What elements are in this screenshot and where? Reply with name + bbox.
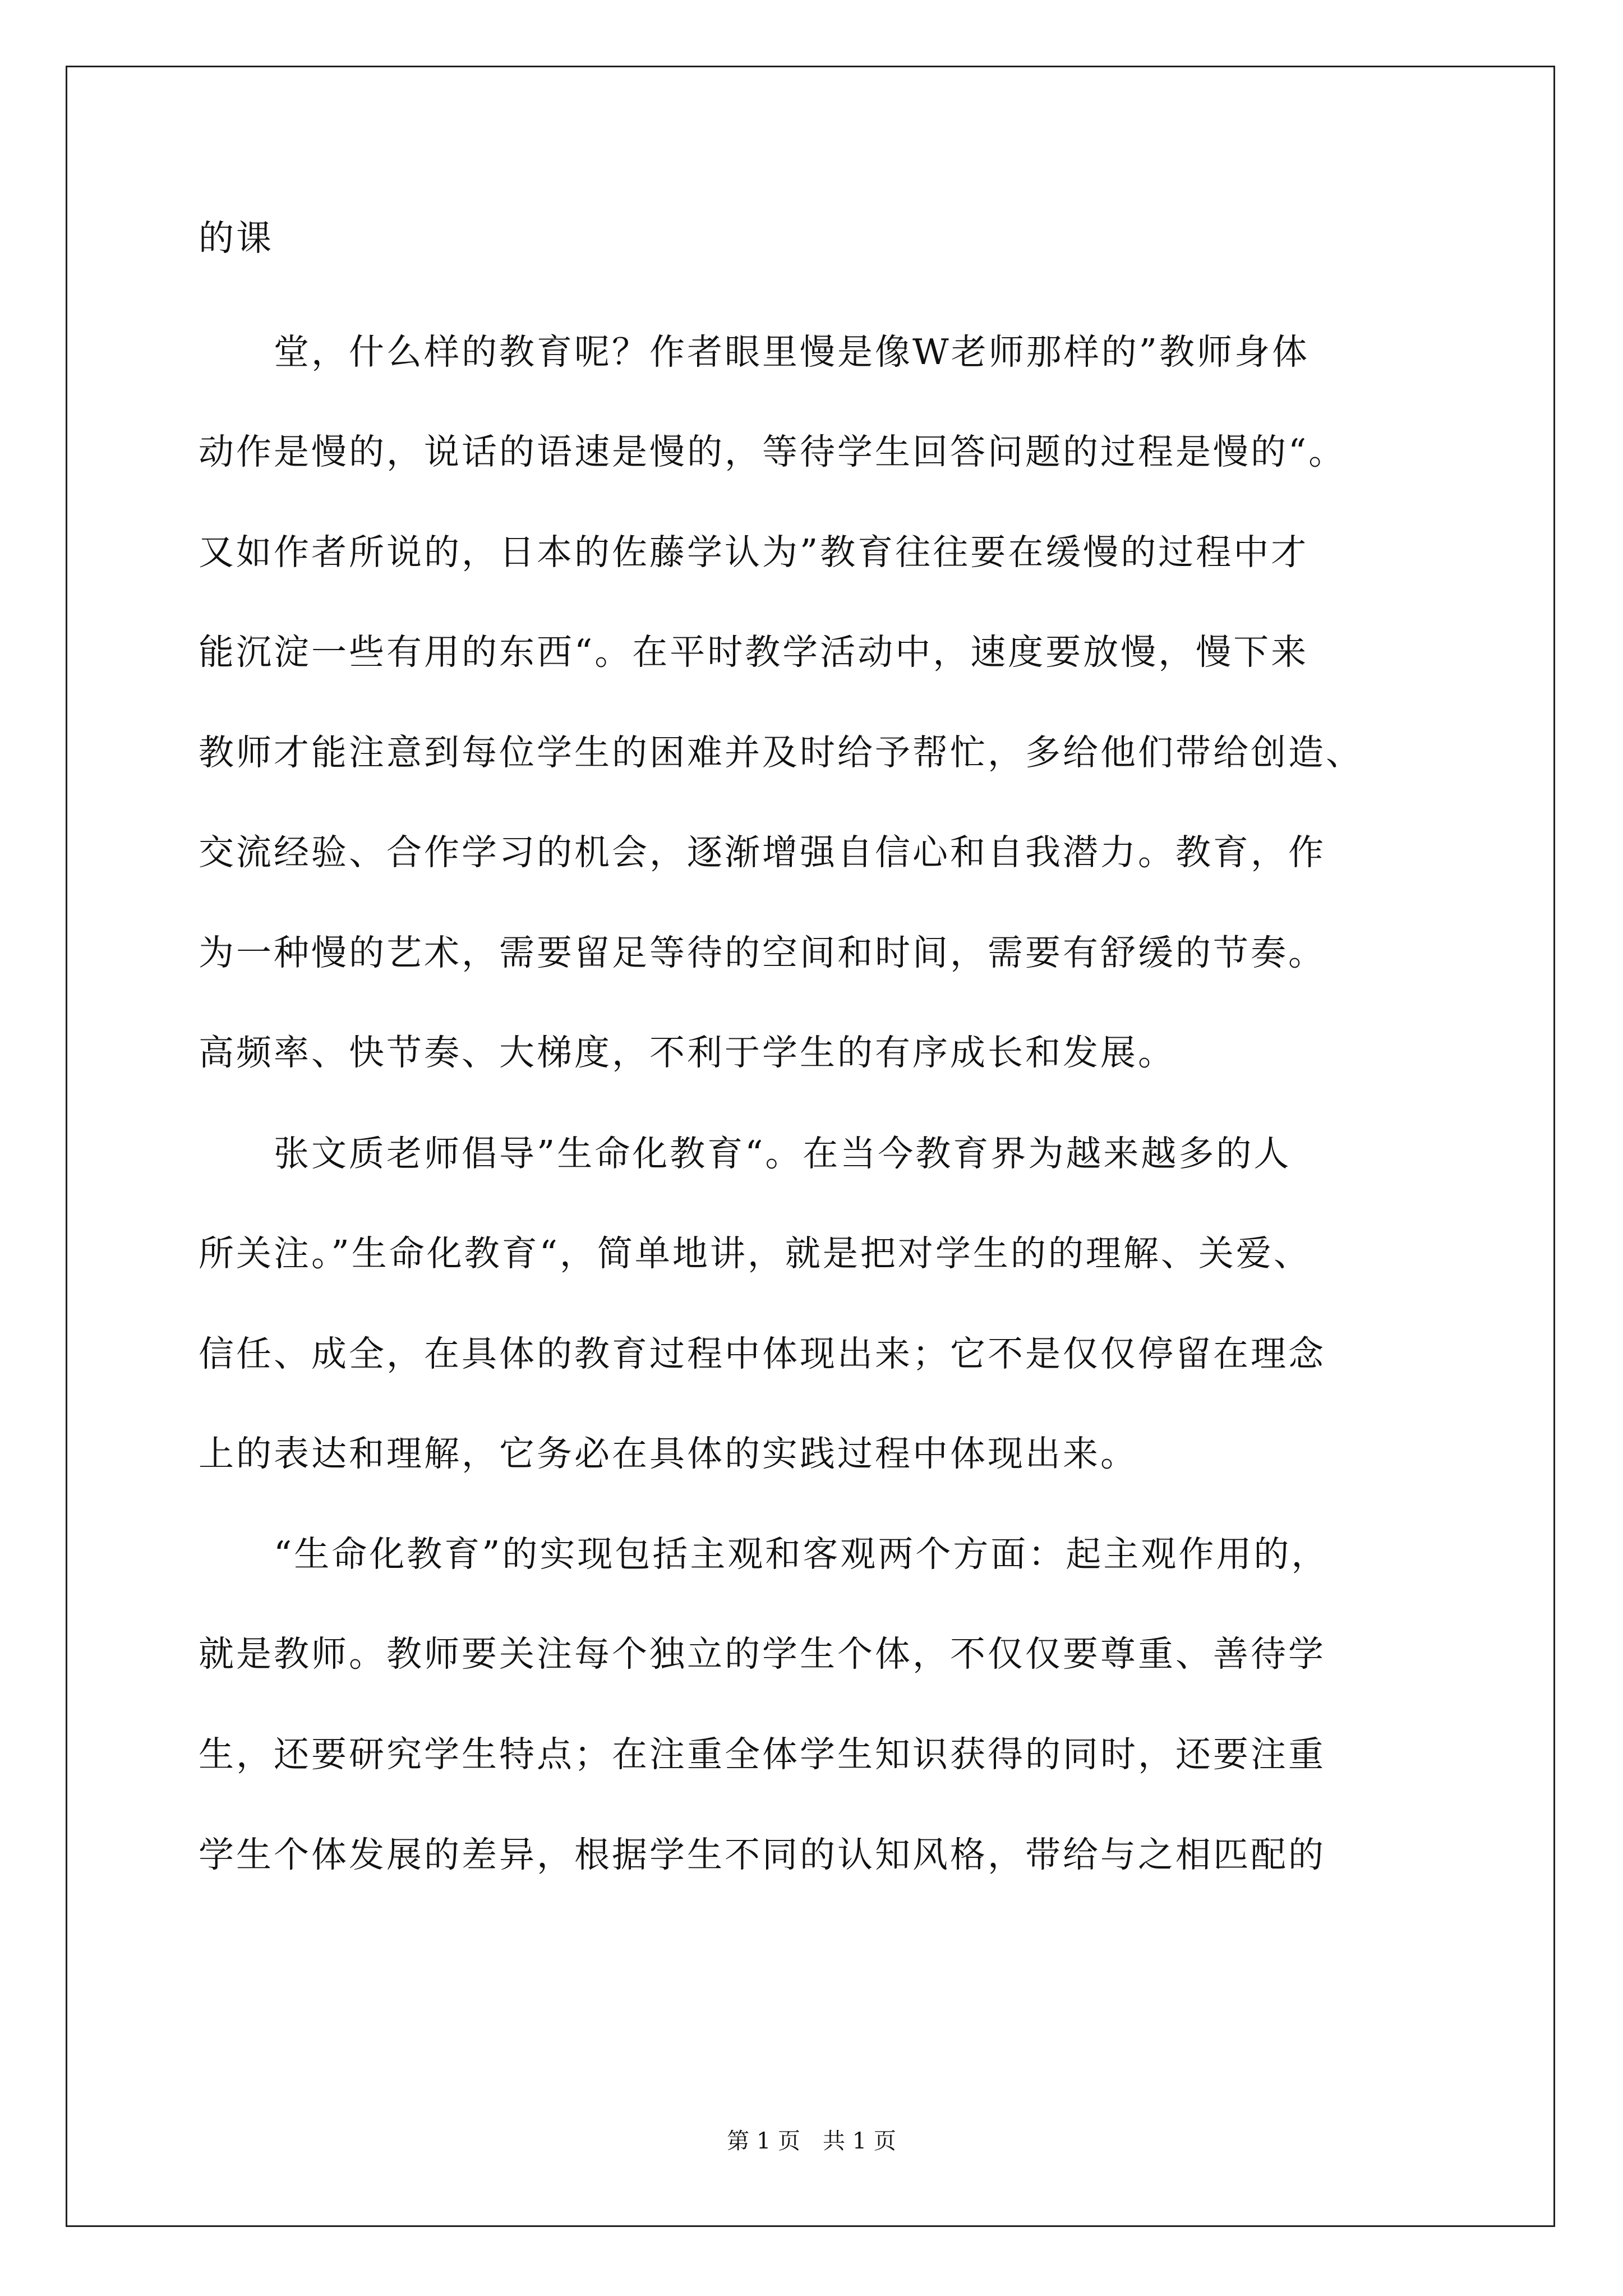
text-line: 又如作者所说的，日本的佐藤学认为”教育往往要在缓慢的过程中才 — [199, 532, 1309, 573]
text-line: 能沉淀一些有用的东西“。在平时教学活动中，速度要放慢，慢下来 — [199, 632, 1309, 673]
text-line: 交流经验、合作学习的机会，逐渐增强自信心和自我潜力。教育，作 — [199, 832, 1326, 873]
text-line: 学生个体发展的差异，根据学生不同的认知风格，带给与之相匹配的 — [199, 1834, 1326, 1875]
text-line: 的课 — [199, 218, 274, 259]
text-line: 张文质老师倡导”生命化教育“。在当今教育界为越来越多的人 — [199, 1133, 1292, 1174]
text-line: 就是教师。教师要关注每个独立的学生个体，不仅仅要尊重、善待学 — [199, 1634, 1326, 1674]
page-number-footer: 第 1 页 共 1 页 — [727, 2128, 896, 2154]
text-line: 为一种慢的艺术，需要留足等待的空间和时间，需要有舒缓的节奏。 — [199, 932, 1326, 973]
text-line: 教师才能注意到每位学生的困难并及时给予帮忙，多给他们带给创造、 — [199, 732, 1363, 773]
text-line: 信任、成全，在具体的教育过程中体现出来；它不是仅仅停留在理念 — [199, 1333, 1326, 1374]
text-line: 高频率、快节奏、大梯度，不利于学生的有序成长和发展。 — [199, 1032, 1175, 1073]
text-line: 动作是慢的，说话的语速是慢的，等待学生回答问题的过程是慢的“。 — [199, 431, 1347, 472]
text-line: 生，还要研究学生特点；在注重全体学生知识获得的同时，还要注重 — [199, 1734, 1326, 1775]
text-line: 上的表达和理解，它务必在具体的实践过程中体现出来。 — [199, 1433, 1138, 1474]
text-line: “生命化教育”的实现包括主观和客观两个方面：起主观作用的， — [199, 1534, 1329, 1575]
text-line: 堂，什么样的教育呢？作者眼里慢是像W老师那样的”教师身体 — [199, 332, 1310, 372]
text-line: 所关注。”生命化教育“，简单地讲，就是把对学生的的理解、关爱、 — [199, 1233, 1311, 1274]
